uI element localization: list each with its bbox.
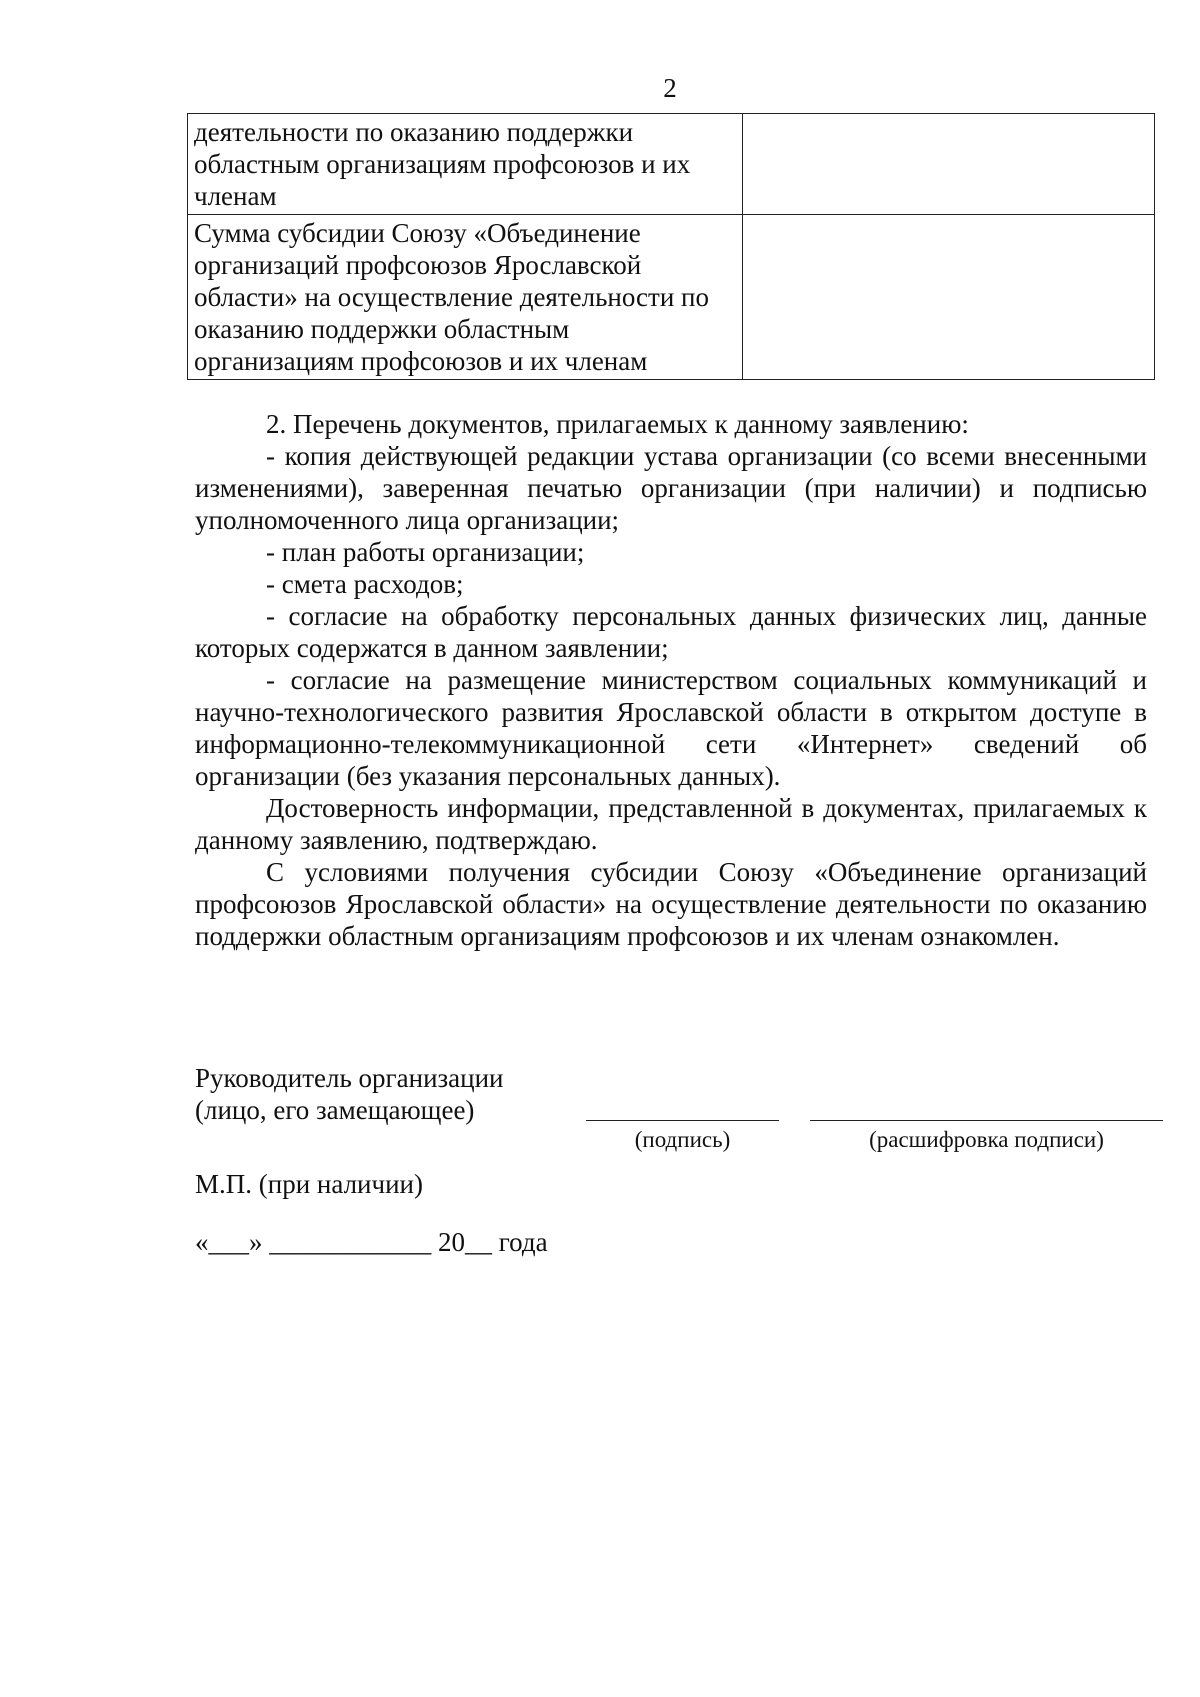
signature-caption: (подпись) bbox=[634, 1127, 731, 1152]
subsidy-info-table bbox=[187, 113, 1155, 380]
list-item: - согласие на обработку персональных данных физических лиц, данные которых содержатся в данном заявлении; bbox=[195, 601, 1147, 663]
acknowledgement-paragraph: С условиями получения субсидии Союзу «Объединение организаций профсоюзов Ярославской области» на осуществление деятельности по оказанию поддержки областным организациям профсоюзов и их членам ознакомлен. bbox=[195, 857, 1147, 951]
date-line: «___» ____________ 20__ года bbox=[195, 1227, 548, 1257]
list-item: - смета расходов; bbox=[266, 569, 464, 599]
signature-line bbox=[586, 1120, 779, 1121]
table-cell-label: деятельности по оказанию поддержки областным организациям профсоюзов и их членам bbox=[188, 114, 743, 215]
table-row bbox=[188, 114, 1155, 215]
table-row bbox=[188, 215, 1155, 380]
table-cell-value bbox=[743, 114, 1155, 215]
page-number: 2 bbox=[663, 73, 677, 103]
confirmation-paragraph: Достоверность информации, представленной в документах, прилагаемых к данному заявлению, подтверждаю. bbox=[195, 793, 1147, 855]
signature-decode-line bbox=[810, 1120, 1163, 1121]
document-body bbox=[195, 408, 1147, 952]
table-cell-value bbox=[743, 215, 1155, 380]
table-cell-label: Сумма субсидии Союзу «Объединение организаций профсоюзов Ярославской области» на осуществление деятельности по оказанию поддержки областным организациям профсоюзов и их членам bbox=[188, 215, 743, 380]
list-item: - копия действующей редакции устава организации (со всеми внесенными изменениями), заверенная печатью организации (при наличии) и подписью уполномоченного лица организации; bbox=[195, 441, 1147, 535]
seal-label: М.П. (при наличии) bbox=[195, 1169, 423, 1199]
list-item: - согласие на размещение министерством социальных коммуникаций и научно-технологического развития Ярославской области в открытом доступе в информационно-телекоммуникационной сети «Интернет» сведений об организации (без указания персональных данных). bbox=[195, 665, 1147, 791]
head-title: Руководитель организации bbox=[195, 1063, 504, 1093]
signature-decode-caption: (расшифровка подписи) bbox=[869, 1127, 1104, 1152]
documents-list-heading: 2. Перечень документов, прилагаемых к данному заявлению: bbox=[266, 409, 969, 439]
list-item: - план работы организации; bbox=[266, 537, 585, 567]
head-subtitle: (лицо, его замещающее) bbox=[195, 1095, 475, 1125]
